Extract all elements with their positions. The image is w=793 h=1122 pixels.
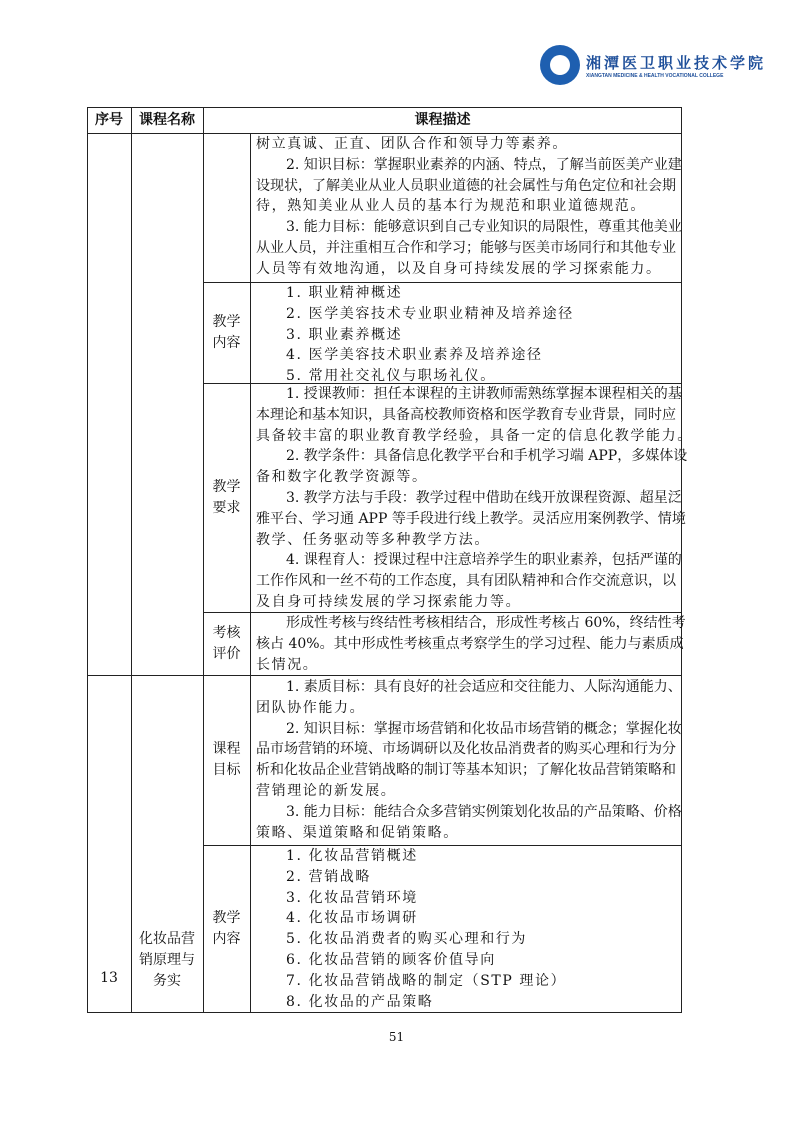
description-line: 雅平台、学习通 APP 等手段进行线上教学。灵活应用案例教学、情境 [256,510,686,527]
description-line: 树立真诚、正直、团队合作和领导力等素养。 [256,136,568,152]
description-line: 团队协作能力。 [256,699,366,716]
description-line: 5. 常用社交礼仪与职场礼仪。 [286,368,496,385]
description-assessment [256,613,686,675]
description-line: 析和化妆品企业营销战略的制订等基本知识；了解化妆品营销策略和 [256,762,676,779]
description-line: 核占 40%。其中形成性考核重点考察学生的学习过程、能力与素质成 [256,635,684,652]
description-line: 3. 能力目标：能结合众多营销实例策划化妆品的产品策略、价格 [286,803,682,820]
description-line: 策略、渠道策略和促销策略。 [256,824,459,841]
label-text: 课程目标 [212,741,241,778]
description-line: 2. 知识目标：掌握市场营销和化妆品市场营销的概念；掌握化妆 [286,720,682,737]
description-line: 从业人员，并注重相互合作和学习；能够与医美市场同行和其他专业 [256,239,676,256]
course-name [131,929,203,992]
description-line: 2. 营销战略 [286,868,372,885]
label-text: 教学内容 [212,313,241,351]
divider [250,133,251,1013]
course-name-line: 销原理与 [139,952,195,968]
header-course-description: 课程描述 [414,112,471,128]
label-text: 教学要求 [212,478,241,516]
description-objectives-cont [256,134,682,280]
description-line: 2. 教学条件：具备信息化教学平台和手机学习端 APP，多媒体设 [286,448,688,465]
description-line: 备和数字化教学资源等。 [256,469,428,486]
label-assessment [203,612,250,675]
label-teaching-content-13 [203,845,250,1012]
label-teaching-content [203,282,250,383]
description-line: 长情况。 [256,656,319,673]
college-seal-icon [540,45,580,85]
logo-chinese-name: 湘潭医卫职业技术学院 [586,53,767,72]
description-line: 品市场营销的环境、市场调研以及化妆品消费者的购买心理和行为分 [256,741,676,758]
label-teaching-requirements [203,383,250,612]
description-line: 4. 课程育人：授课过程中注意培养学生的职业素养，包括严谨的 [286,552,682,569]
description-line: 7. 化妆品营销战略的制定（STP 理论） [286,972,567,989]
description-course-objectives-13 [256,677,682,843]
description-line: 1. 授课教师：担任本课程的主讲教师需熟练掌握本课程相关的基 [286,386,682,402]
description-line: 设现状，了解美业从业人员职业道德的社会属性与角色定位和社会期 [256,177,676,194]
description-line: 1. 化妆品营销概述 [286,848,418,864]
label-text: 教学内容 [212,909,241,947]
label-text: 考核评价 [212,624,241,662]
description-line: 2. 医学美容技术专业职业精神及培养途径 [286,305,574,322]
header-course-name: 课程名称 [139,112,195,128]
description-line: 8. 化妆品的产品策略 [286,993,434,1010]
divider [131,107,132,1013]
description-line: 4. 化妆品市场调研 [286,910,418,927]
course-name-line: 务实 [153,973,181,989]
description-line: 3. 能力目标：能够意识到自己专业知识的局限性，尊重其他美业 [286,219,682,236]
description-line: 4. 医学美容技术职业素养及培养途径 [286,347,543,364]
description-line: 及自身可持续发展的学习探索能力等。 [256,593,522,610]
description-teaching-content [256,283,676,387]
description-line: 营销理论的新发展。 [256,782,397,799]
course-name-line: 化妆品营 [139,931,195,947]
description-line: 1. 素质目标：具有良好的社会适应和交往能力、人际沟通能力、 [286,679,682,695]
logo-english-name: XIANGTAN MEDICINE & HEALTH VOCATIONAL COLLEGE [586,72,724,79]
description-line: 3. 化妆品营销环境 [286,889,418,906]
description-line: 1. 职业精神概述 [286,285,403,301]
description-line: 具备较丰富的职业教育教学经验，具备一定的信息化教学能力。 [256,427,693,444]
course-number: 13 [100,970,118,986]
description-line: 形成性考核与终结性考核相结合，形成性考核占 60%，终结性考 [286,615,686,631]
description-line: 教学、任务驱动等多种教学方法。 [256,531,490,548]
description-line: 6. 化妆品营销的顾客价值导向 [286,951,496,968]
description-line: 2. 知识目标：掌握职业素养的内涵、特点，了解当前医美产业建 [286,156,682,173]
label-course-objectives [203,675,250,845]
description-line: 5. 化妆品消费者的购买心理和行为 [286,931,528,948]
description-line: 人员等有效地沟通，以及自身可持续发展的学习探索能力。 [256,260,662,277]
description-line: 待，熟知美业从业人员的基本行为规范和职业道德规范。 [256,198,646,215]
description-line: 3. 职业素养概述 [286,326,403,343]
page-number: 51 [388,1030,405,1044]
header-number: 序号 [95,112,123,128]
description-line: 3. 教学方法与手段：教学过程中借助在线开放课程资源、超星泛 [286,489,682,506]
college-logo [540,44,766,86]
description-teaching-content-13 [256,846,676,1012]
description-line: 工作作风和一丝不苟的工作态度，具有团队精神和合作交流意识，以 [256,573,676,590]
description-teaching-requirements [256,384,693,613]
description-line: 本理论和基本知识，具备高校教师资格和医学教育专业背景，同时应 [256,406,676,423]
